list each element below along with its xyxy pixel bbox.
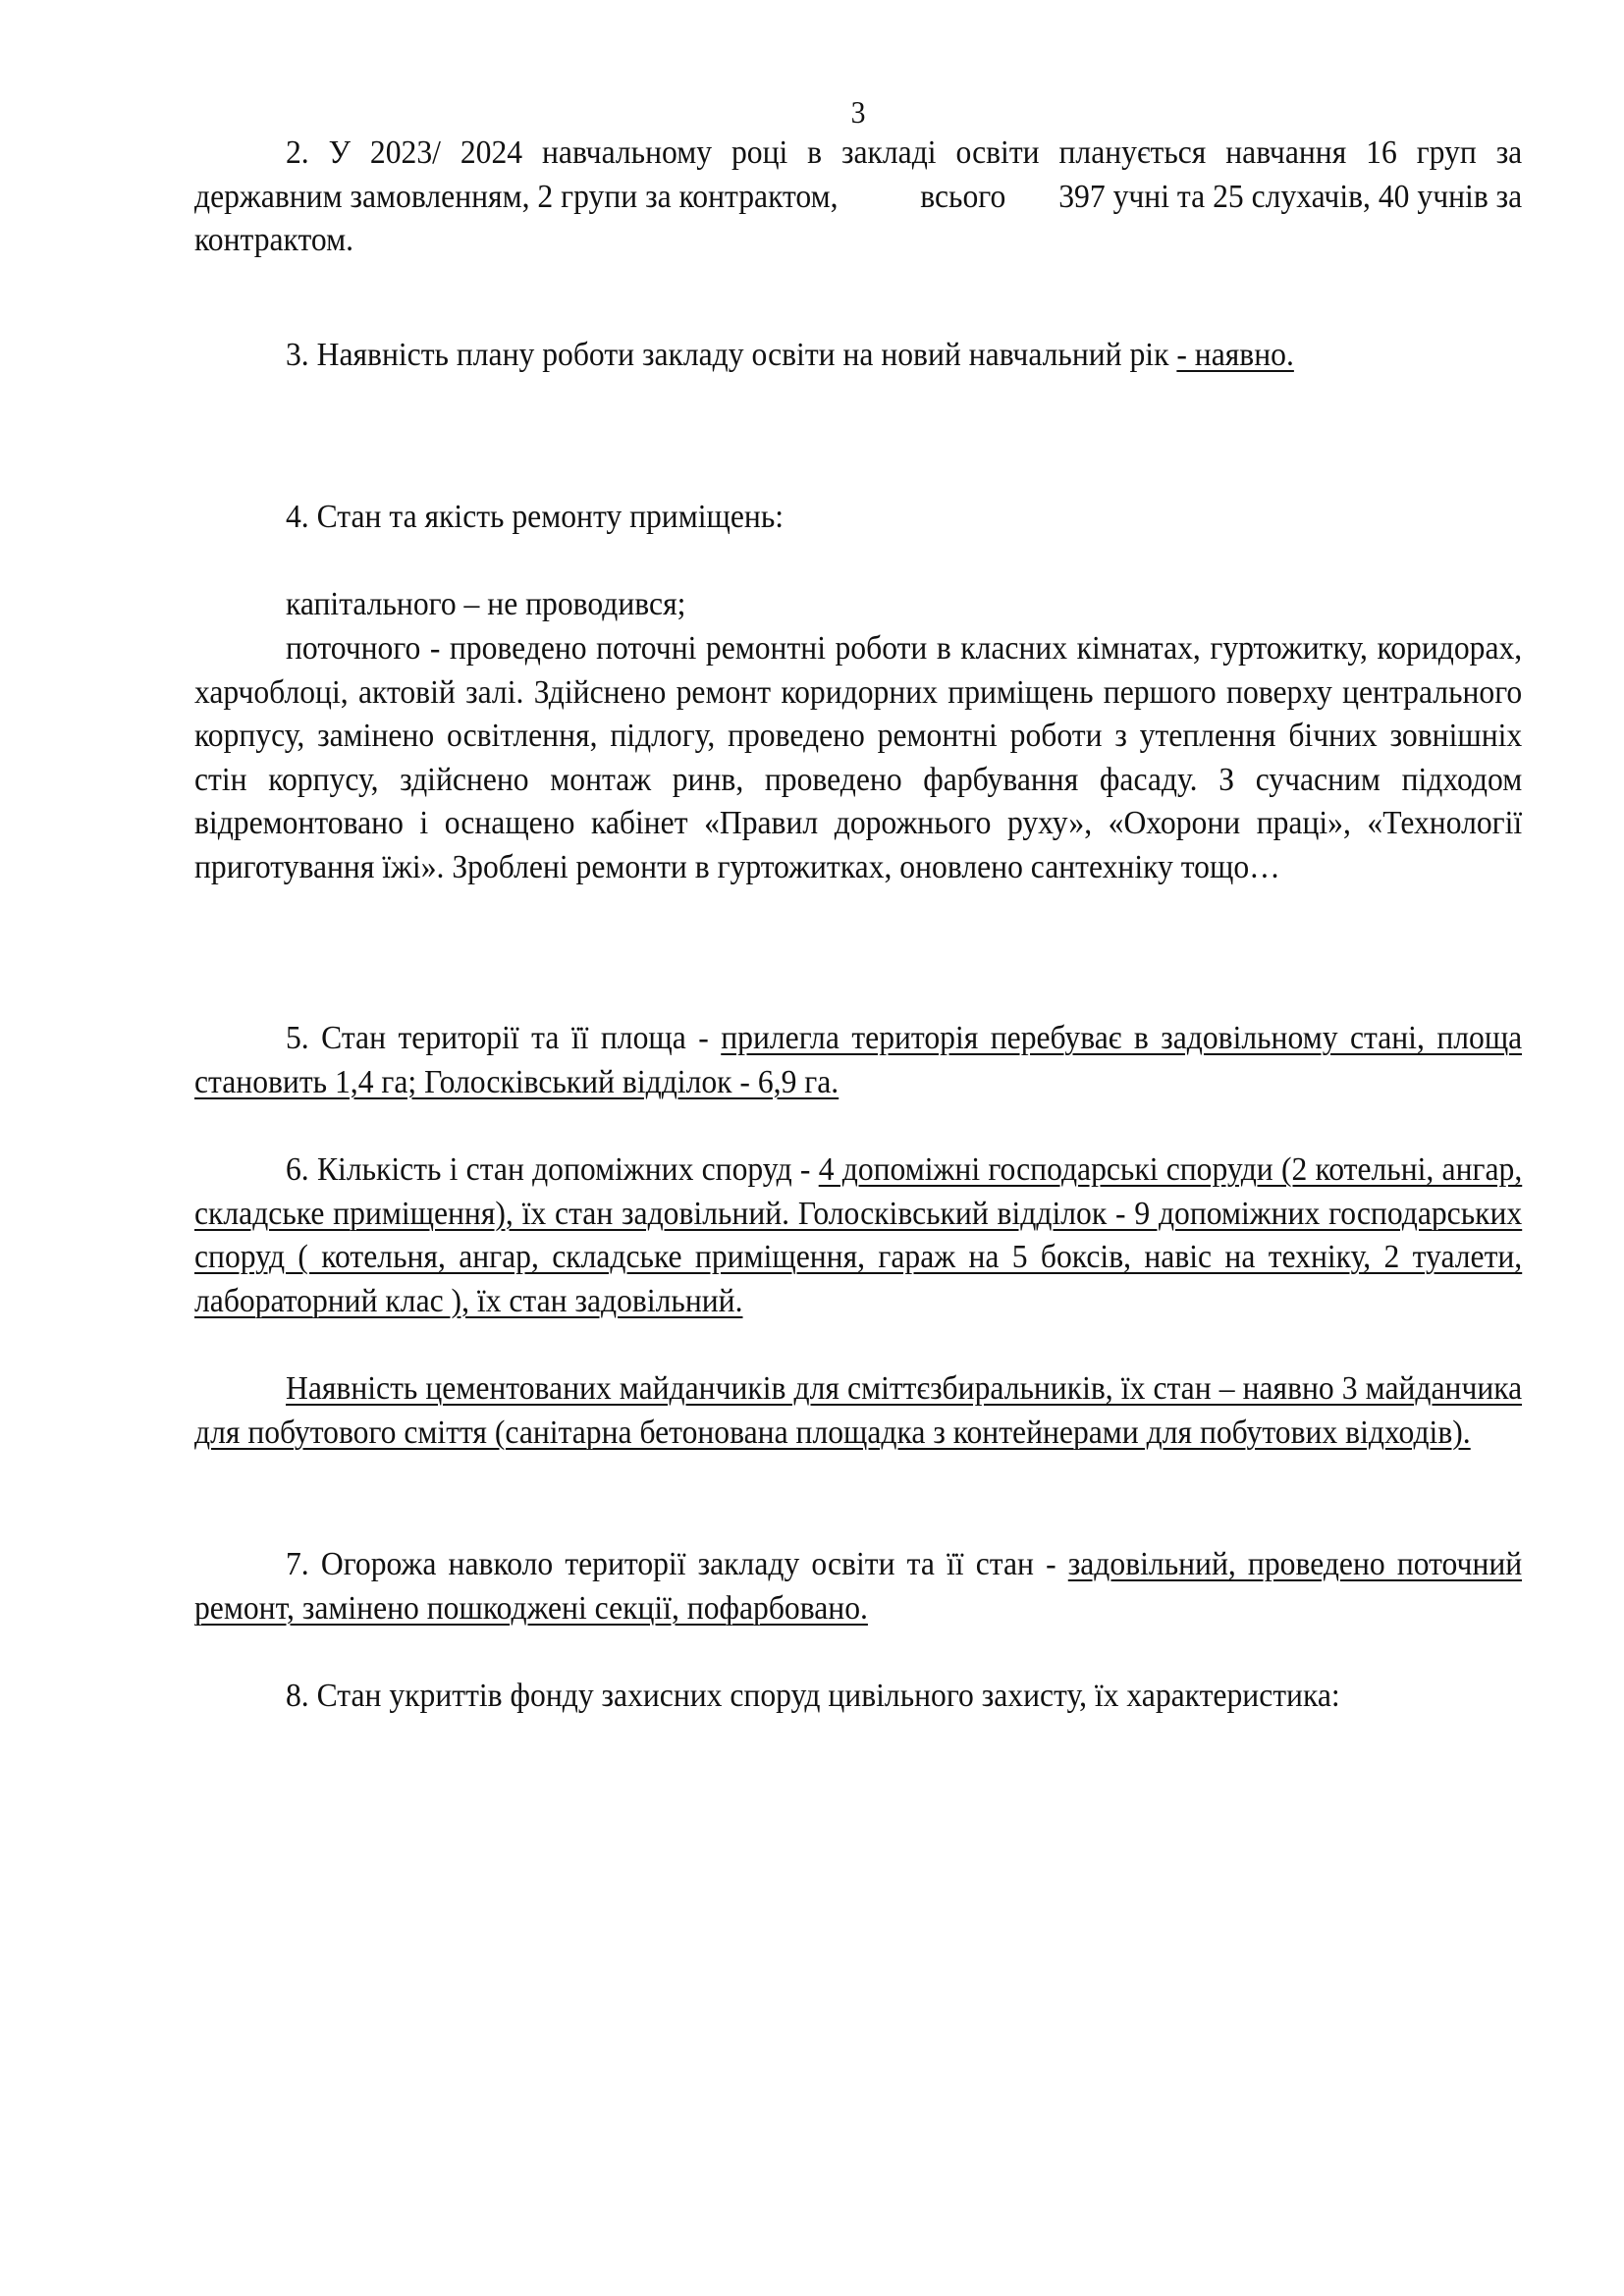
- section-6-waste-sites-text: Наявність цементованих майданчиків для сміттєзбиральників, їх стан – наявно 3 майданчика для побутового сміття (санітарна бетонована площадка з контейнерами для побутових відходів).: [194, 1370, 1523, 1451]
- section-8-paragraph: 8. Стан укриттів фонду захисних споруд цивільного захисту, їх характеристика:: [286, 1678, 1340, 1714]
- page-number: 3: [850, 94, 866, 130]
- section-5-text: 5. Стан території та її площа -: [286, 1020, 722, 1056]
- section-3-text: 3. Наявність плану роботи закладу освіти на новий навчальний рік: [286, 337, 1177, 373]
- section-3-paragraph: [194, 334, 1522, 378]
- section-7-paragraph: [194, 1543, 1522, 1630]
- section-4-capital-repair: капітального – не проводився;: [286, 586, 686, 622]
- section-7-underlined: задовільний, проведено поточний ремонт, замінено пошкоджені секції, пофарбовано.: [194, 1546, 1523, 1627]
- section-2-text-b: всього: [920, 178, 1006, 215]
- section-4-current-repair: поточного - проведено поточні ремонтні роботи в класних кімнатах, гуртожитку, коридорах, харчоблоці, актовій залі. Здійснено ремонт коридорних приміщень першого поверху центрального корпусу, замінено освітлення, підлогу, проведено ремонтні роботи з утеплення бічних зовнішніх стін корпусу, здійснено монтаж ринв, проведено фарбування фасаду. З сучасним підходом відремонтовано і оснащено кабінет «Правил дорожнього руху», «Охорони праці», «Технології приготування їжі». Зроблені ремонти в гуртожитках, оновлено сантехніку тощо…: [194, 630, 1523, 885]
- section-5-paragraph: [194, 1017, 1522, 1104]
- section-6-waste-sites: [194, 1367, 1522, 1455]
- section-2-paragraph: [194, 132, 1522, 263]
- section-6-text: 6. Кількість і стан допоміжних споруд -: [286, 1151, 819, 1188]
- section-5-underlined: прилегла територія перебуває в задовільному стані, площа становить 1,4 га; Голосківський відділок - 6,9 га.: [194, 1020, 1523, 1100]
- section-2-text-a: 2. У 2023/ 2024 навчальному році в закладі освіти планується навчання 16 груп за державним замовленням, 2 групи за контрактом,: [194, 134, 1523, 215]
- section-2-text-c: 397 учні та 25 слухачів, 40 учнів за контрактом.: [194, 178, 1523, 258]
- section-4-title: 4. Стан та якість ремонту приміщень:: [286, 499, 785, 535]
- section-3-underlined: - наявно.: [1176, 337, 1294, 373]
- section-7-text: 7. Огорожа навколо території закладу освіти та її стан -: [286, 1546, 1068, 1582]
- section-6-underlined: 4 допоміжні господарські споруди (2 котельні, ангар, складське приміщення), їх стан задовільний. Голосківський відділок - 9 допоміжних господарських споруд ( котельня, ангар, складське приміщення, гараж на 5 боксів, навіс на техніку, 2 туалети, лабораторний клас ), їх стан задовільний.: [194, 1151, 1523, 1319]
- section-6-paragraph: [194, 1148, 1522, 1323]
